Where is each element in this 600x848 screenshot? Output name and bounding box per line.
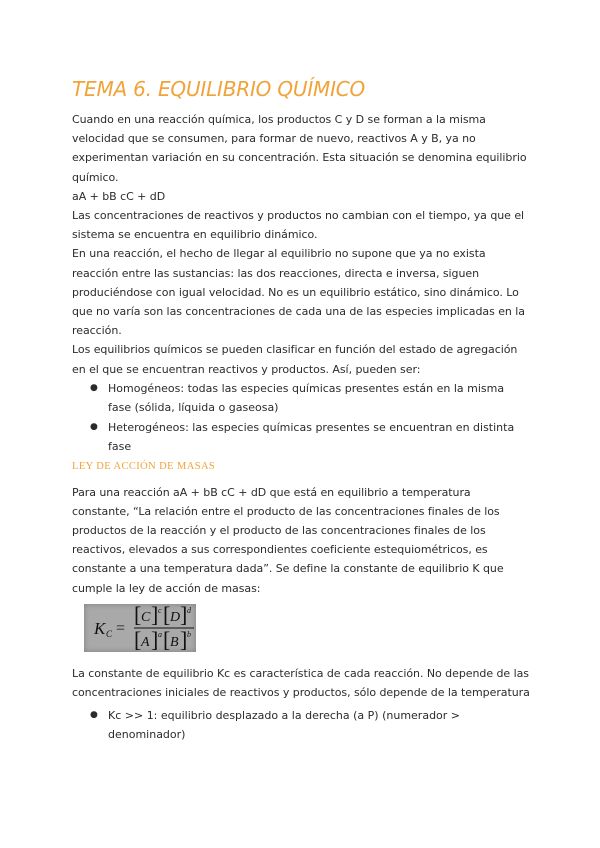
list-item-text: Homogéneos: todas las especies químicas presentes están en la misma fase (sólida, líquida o gaseosa) <box>108 381 505 415</box>
bracket-open: [ <box>134 626 142 652</box>
list-item-text: Kc >> 1: equilibrio desplazado a la derecha (a P) (numerador > denominador) <box>108 709 461 742</box>
bullet-icon: ● <box>90 382 98 393</box>
equilibrium-constant-formula-image <box>84 604 196 652</box>
reaction-explanation-paragraph: En una reacción, el hecho de llegar al equilibrio no supone que ya no exista reacción entre las sustancias: las dos reacciones, directa e inversa, siguen produciéndose con igual velocidad. No es un equilibrio estático, sino dinámico. Lo que no varía son las concentraciones de cada una de las especies implicadas en la reacción. <box>72 247 525 338</box>
bullet-icon: ● <box>90 422 98 433</box>
formula-num2-exp: d <box>187 605 191 615</box>
bracket-close: ] <box>180 603 188 627</box>
section-heading: LEY DE ACCIÓN DE MASAS <box>72 460 216 472</box>
bracket-close: ] <box>151 603 159 627</box>
bullet-icon: ● <box>90 710 98 721</box>
kc-paragraph: La constante de equilibrio Kc es característica de cada reacción. No depende de las concentraciones iniciales de reactivos y productos, sólo depende de la temperatura <box>72 666 530 700</box>
intro-paragraph: Cuando en una reacción química, los productos C y D se forman a la misma velocidad que se consumen, para formar de nuevo, reactivos A y B, ya no experimentan variación en su concentración. Esta situación se denomina equilibrio químico. <box>72 113 527 184</box>
reaction-equation: aA + bB cC + dD <box>72 189 166 203</box>
formula-num1: C <box>141 609 151 625</box>
formula-svg <box>84 604 196 652</box>
formula-num2: D <box>170 609 181 625</box>
bracket-close: ] <box>151 626 159 652</box>
kc-cases-list <box>72 706 530 744</box>
formula-den1-exp: a <box>158 629 162 639</box>
formula-den2-exp: b <box>187 629 191 639</box>
dynamic-equilibrium-paragraph: Las concentraciones de reactivos y productos no cambian con el tiempo, ya que el sistema se encuentra en equilibrio dinámico. <box>72 209 525 242</box>
bracket-open: [ <box>163 626 171 652</box>
bracket-open: [ <box>163 603 171 627</box>
list-item <box>72 418 530 456</box>
list-item <box>72 379 530 417</box>
formula-lhs: K <box>94 618 106 638</box>
list-item-text: Heterogéneos: las especies químicas presentes se encuentran en distinta fase <box>108 421 515 454</box>
equilibrium-types-list <box>72 379 530 457</box>
page-title: TEMA 6. EQUILIBRIO QUÍMICO <box>72 77 366 101</box>
mass-action-paragraph: Para una reacción aA + bB cC + dD que está en equilibrio a temperatura constante, “La relación entre el producto de las concentraciones finales de los productos de la reacción y el producto de las concentraciones finales de los reactivos, elevados a sus correspondientes coeficiente estequiométricos, es constante a una temperatura dada”. Se define la constante de equilibrio K que cumple la ley de acción de masas: <box>72 485 504 595</box>
list-item <box>72 706 530 744</box>
classification-paragraph: Los equilibrios químicos se pueden clasificar en función del estado de agregación en el que se encuentran reactivos y productos. Así, pueden ser: <box>72 343 518 376</box>
bracket-open: [ <box>134 603 142 627</box>
formula-num1-exp: c <box>158 605 162 615</box>
formula-equals: = <box>116 619 126 637</box>
bracket-close: ] <box>180 626 188 652</box>
formula-den1: A <box>141 634 150 650</box>
formula-lhs-sub: C <box>106 628 113 639</box>
formula-den2: B <box>170 634 179 650</box>
